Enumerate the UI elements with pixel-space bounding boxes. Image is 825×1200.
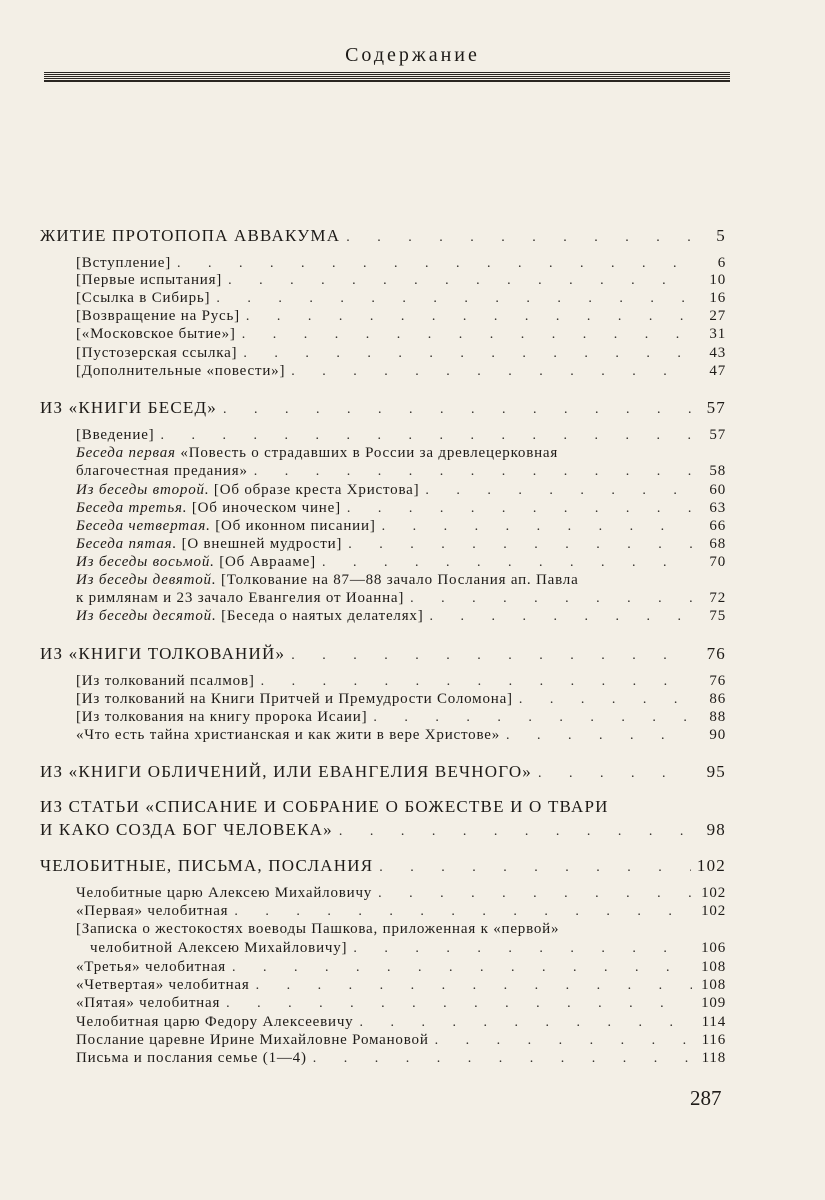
leader-dots (359, 1015, 692, 1031)
toc-entry-text: [«Московское бытие»] (76, 326, 236, 342)
toc-entry-text: [Первые испытания] (76, 272, 223, 288)
leader-dots (246, 309, 692, 325)
toc-entry-text: [Толкование на 87—88 зачало Послания ап. Павла (216, 572, 579, 588)
page-number: 66 (709, 518, 726, 534)
toc-entry (76, 709, 726, 726)
leader-dots (410, 591, 692, 607)
toc-entry (76, 977, 726, 994)
page-number: 72 (709, 590, 726, 606)
toc-entry-italic: Беседа третья. (76, 500, 188, 516)
toc-entry-first-line (76, 445, 558, 462)
toc-entry-text: Послание царевне Ирине Михайловне Романовой (76, 1032, 429, 1048)
toc-entry (76, 427, 726, 444)
leader-dots (346, 230, 692, 246)
page-number: 43 (709, 345, 726, 361)
page-number: 88 (709, 709, 726, 725)
leader-dots (291, 364, 692, 380)
page-number: 75 (709, 608, 726, 624)
toc-section-5-first-line: ИЗ СТАТЬИ «СПИСАНИЕ И СОБРАНИЕ О БОЖЕСТВЕ И О ТВАРИ (40, 797, 609, 816)
toc-entry-italic: Беседа четвертая. (76, 518, 211, 534)
toc-entry-text: [Из толкования на книгу пророка Исаии] (76, 709, 368, 725)
toc-entry (76, 482, 726, 499)
toc-section-1 (40, 226, 726, 246)
leader-dots (379, 860, 691, 876)
toc-section-6 (40, 856, 726, 876)
page-number: 47 (709, 363, 726, 379)
toc-section-5 (40, 820, 726, 840)
leader-dots (254, 464, 692, 480)
page-number: 108 (701, 977, 726, 993)
page-number: 114 (701, 1014, 726, 1030)
leader-dots (425, 483, 692, 499)
toc-section-3 (40, 644, 726, 664)
toc-entry (76, 518, 726, 535)
toc-entry-text: «Четвертая» челобитная (76, 977, 250, 993)
toc-section-title: ИЗ «КНИГИ ТОЛКОВАНИЙ» (40, 644, 286, 663)
toc-entry (76, 345, 726, 362)
page-number: 98 (706, 820, 726, 839)
page-number: 27 (709, 308, 726, 324)
toc-entry-text: Челобитные царю Алексею Михайловичу (76, 885, 373, 901)
page-number: 5 (716, 226, 726, 245)
toc-entry-text: [Об Аврааме] (214, 554, 316, 570)
page-number: 57 (709, 427, 726, 443)
toc-entry-text: [Из толкований псалмов] (76, 673, 255, 689)
toc-section-title-continuation: И КАКО СОЗДА БОГ ЧЕЛОВЕКА» (40, 820, 333, 839)
toc-entry-text: Челобитная царю Федору Алексеевичу (76, 1014, 354, 1030)
leader-dots (234, 904, 692, 920)
toc-entry-italic: Из беседы девятой. (76, 572, 217, 588)
toc-section-2 (40, 398, 726, 418)
toc-entry-italic: Беседа первая (76, 445, 176, 461)
toc-entry-continuation: к римлянам и 23 зачало Евангелия от Иоанна] (76, 590, 405, 606)
leader-dots (313, 1051, 692, 1067)
toc-entry-continuation: челобитной Алексею Михайловичу] (90, 940, 348, 956)
toc-entry (76, 1032, 726, 1049)
leader-dots (538, 766, 692, 782)
toc-entry-italic: Из беседы десятой. (76, 608, 217, 624)
page-number: 102 (701, 903, 726, 919)
leader-dots (322, 555, 692, 571)
leader-dots (226, 996, 692, 1012)
toc-entry (76, 590, 726, 607)
toc-entry-continuation: благочестная предания» (76, 463, 248, 479)
toc-entry-italic: Беседа пятая. (76, 536, 178, 552)
page-number: 76 (706, 644, 726, 663)
leader-dots (435, 1033, 692, 1049)
toc-entry (76, 463, 726, 480)
page-title: Содержание (345, 44, 480, 66)
leader-dots (339, 824, 692, 840)
toc-entry-text: «Третья» челобитная (76, 959, 226, 975)
toc-entry-text: [Об образе креста Христова] (209, 482, 420, 498)
toc-entry-first-line (76, 572, 579, 589)
page-number: 6 (717, 255, 726, 271)
toc-entry-text: [Вступление] (76, 255, 171, 271)
toc-entry-italic: Из беседы второй. (76, 482, 210, 498)
page-number: 63 (709, 500, 726, 516)
toc-entry-text: [Дополнительные «повести»] (76, 363, 286, 379)
page-number: 118 (701, 1050, 726, 1066)
page-number: 16 (709, 290, 726, 306)
toc-entry (76, 255, 726, 272)
toc-entry (76, 363, 726, 380)
page-number: 90 (709, 727, 726, 743)
page-number: 106 (701, 940, 726, 956)
page-number: 60 (709, 482, 726, 498)
leader-dots (216, 291, 692, 307)
leader-dots (223, 402, 692, 418)
leader-dots (353, 941, 692, 957)
page-number: 108 (701, 959, 726, 975)
page-folio-number: 287 (690, 1086, 722, 1110)
page-number: 86 (709, 691, 726, 707)
toc-section-4 (40, 762, 726, 782)
page-number: 102 (701, 885, 726, 901)
toc-entry (76, 691, 726, 708)
page-number: 70 (709, 554, 726, 570)
toc-section-title: ЖИТИЕ ПРОТОПОПА АВВАКУМА (40, 226, 341, 245)
toc-entry (76, 272, 726, 289)
leader-dots (177, 256, 692, 272)
toc-entry-text: [Из толкований на Книги Притчей и Премудрости Соломона] (76, 691, 513, 707)
toc-entry (76, 554, 726, 571)
toc-section-title: ЧЕЛОБИТНЫЕ, ПИСЬМА, ПОСЛАНИЯ (40, 856, 374, 875)
toc-entry-text: [Ссылка в Сибирь] (76, 290, 211, 306)
toc-entry-text: [Об иконном писании] (210, 518, 376, 534)
toc-section-title: ИЗ «КНИГИ БЕСЕД» (40, 398, 217, 417)
leader-dots (256, 978, 692, 994)
toc-entry-first-line: [Записка о жестокостях воеводы Пашкова, приложенная к «первой» (76, 921, 560, 937)
toc-entry (76, 885, 726, 902)
page-number: 102 (696, 856, 726, 875)
page-number: 76 (709, 673, 726, 689)
leader-dots (506, 728, 692, 744)
leader-dots (243, 346, 692, 362)
toc-entry (76, 1050, 726, 1067)
leader-dots (373, 710, 692, 726)
leader-dots (382, 519, 692, 535)
leader-dots (242, 327, 692, 343)
toc-entry (76, 1014, 726, 1031)
page-number: 68 (709, 536, 726, 552)
toc-entry (76, 500, 726, 517)
leader-dots (378, 886, 692, 902)
toc-entry (76, 536, 726, 553)
toc-entry-text: Письма и послания семье (1—4) (76, 1050, 307, 1066)
toc-entry-italic: Из беседы восьмой. (76, 554, 215, 570)
toc-entry (76, 308, 726, 325)
toc-entry-text: «Первая» челобитная (76, 903, 229, 919)
page-number: 58 (709, 463, 726, 479)
page-number: 109 (701, 995, 726, 1011)
toc-entry (76, 959, 726, 976)
leader-dots (348, 537, 692, 553)
toc-entry-text: [Возвращение на Русь] (76, 308, 240, 324)
page-number: 31 (709, 326, 726, 342)
toc-entry (76, 940, 726, 957)
toc-entry-text: «Повесть о страдавших в России за древлецерковная (175, 445, 559, 461)
page-number: 116 (701, 1032, 726, 1048)
page-number: 57 (706, 398, 726, 417)
leader-dots (347, 501, 692, 517)
leader-dots (228, 273, 692, 289)
toc-entry-text: «Что есть тайна христианская и как жити в вере Христове» (76, 727, 501, 743)
toc-entry (76, 326, 726, 343)
toc-entry (76, 903, 726, 920)
leader-dots (291, 648, 692, 664)
page-number: 95 (706, 762, 726, 781)
leader-dots (430, 609, 692, 625)
leader-dots (232, 960, 692, 976)
toc-entry (76, 290, 726, 307)
toc-entry-text: [Пустозерская ссылка] (76, 345, 238, 361)
leader-dots (519, 692, 692, 708)
toc-entry (76, 995, 726, 1012)
toc-entry (76, 608, 726, 625)
toc-entry-text: [Об иноческом чине] (187, 500, 341, 516)
page-number: 10 (709, 272, 726, 288)
leader-dots (261, 674, 692, 690)
header-rule-bottom (44, 80, 730, 82)
toc-entry-text: [О внешней мудрости] (177, 536, 343, 552)
toc-entry-text: «Пятая» челобитная (76, 995, 221, 1011)
toc-entry-text: [Беседа о наятых делателях] (216, 608, 424, 624)
toc-entry (76, 673, 726, 690)
leader-dots (160, 428, 692, 444)
toc-entry-text: [Введение] (76, 427, 155, 443)
toc-section-title: ИЗ «КНИГИ ОБЛИЧЕНИЙ, ИЛИ ЕВАНГЕЛИЯ ВЕЧНОГО» (40, 762, 533, 781)
toc-entry (76, 727, 726, 744)
